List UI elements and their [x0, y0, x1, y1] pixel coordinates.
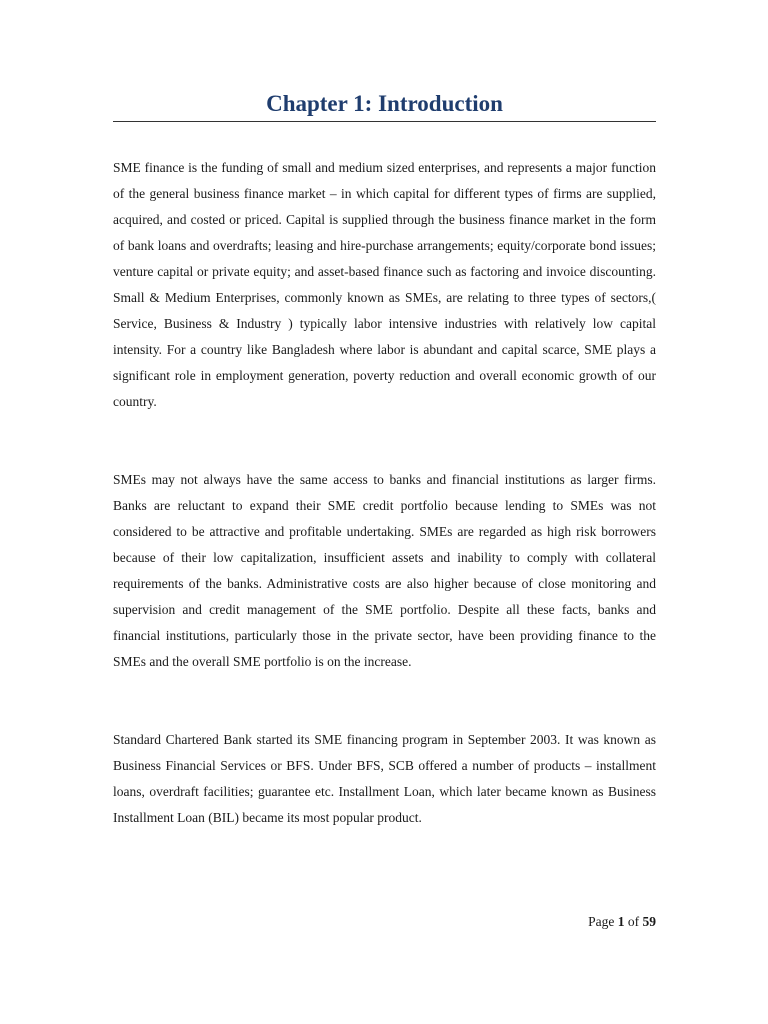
- page-label: Page: [588, 914, 615, 929]
- paragraph-standard-chartered: Standard Chartered Bank started its SME financing program in September 2003. It was known as Business Financial Services or BFS. Under BFS, SCB offered a number of products – installment loans, overdraft facilities; guarantee etc. Installment Loan, which later became known as Business Installment Loan (BIL) became its most popular product.: [113, 732, 656, 825]
- total-page-count: 59: [642, 914, 656, 929]
- of-label: of: [627, 914, 640, 929]
- paragraph-sme-finance: SME finance is the funding of small and medium sized enterprises, and represents a major function of the general business finance market – in which capital for different types of firms are supplied, acquired, and costed or priced. Capital is supplied through the business finance market in the form of bank loans and overdrafts; leasing and hire-purchase arrangements; equity/corporate bond issues; venture capital or private equity; and asset-based finance such as factoring and invoice discounting. Small & Medium Enterprises, commonly known as SMEs, are relating to three types of sectors,( Service, Business & Industry ) typically labor intensive industries with relatively low capital intensity. For a country like Bangladesh where labor is abundant and capital scarce, SME plays a significant role in employment generation, poverty reduction and overall economic growth of our country.: [113, 160, 656, 409]
- paragraph-sme-access: SMEs may not always have the same access to banks and financial institutions as larger firms. Banks are reluctant to expand their SME credit portfolio because lending to SMEs was not considered to be attractive and profitable undertaking. SMEs are regarded as high risk borrowers because of their low capitalization, insufficient assets and inability to comply with collateral requirements of the banks. Administrative costs are also higher because of close monitoring and supervision and credit management of the SME portfolio. Despite all these facts, banks and financial institutions, particularly those in the private sector, have been providing finance to the SMEs and the overall SME portfolio is on the increase.: [113, 472, 656, 669]
- title-underline: [113, 121, 656, 122]
- page-number-footer: [460, 912, 656, 932]
- chapter-title: Chapter 1: Introduction: [266, 91, 503, 116]
- current-page-number: 1: [617, 914, 625, 929]
